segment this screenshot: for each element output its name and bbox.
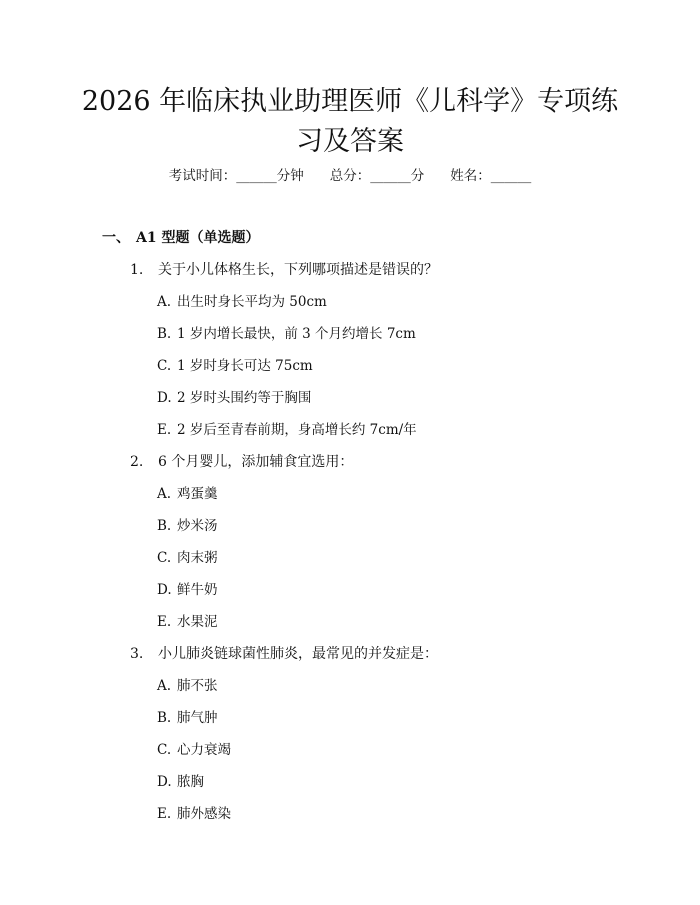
section-heading — [102, 228, 259, 248]
option-text: 1 岁时身长可达 75cm — [177, 358, 313, 374]
question-text: 6 个月婴儿，添加辅食宜选用： — [158, 454, 354, 470]
question-number: 1. — [130, 262, 144, 278]
option-3a — [157, 676, 218, 696]
option-1c — [157, 356, 313, 376]
question-2 — [130, 452, 353, 472]
question-text: 小儿肺炎链球菌性肺炎，最常见的并发症是： — [158, 646, 438, 662]
option-label: D. — [157, 390, 172, 406]
option-text: 出生时身长平均为 50cm — [177, 294, 327, 310]
option-text: 2 岁时头围约等于胸围 — [177, 390, 312, 406]
option-label: B. — [157, 518, 172, 534]
option-label: D. — [157, 582, 172, 598]
option-text: 肺不张 — [177, 678, 218, 694]
score-unit: 分 — [410, 168, 425, 184]
option-3e — [157, 804, 231, 824]
name-blank: ______ — [490, 168, 532, 184]
option-3d — [157, 772, 204, 792]
option-text: 肉末粥 — [177, 550, 218, 566]
option-2a — [157, 484, 218, 504]
name-label: 姓名： — [450, 168, 491, 184]
question-number: 2. — [130, 454, 144, 470]
option-text: 1 岁内增长最快，前 3 个月约增长 7cm — [177, 326, 416, 342]
option-text: 炒米汤 — [177, 518, 218, 534]
option-2e — [157, 612, 218, 632]
option-text: 脓胸 — [177, 774, 204, 790]
option-label: A. — [157, 678, 172, 694]
exam-meta — [0, 166, 700, 186]
score-label: 总分： — [329, 168, 371, 184]
option-3b — [157, 708, 218, 728]
time-blank: ______ — [236, 168, 277, 184]
question-1 — [130, 260, 438, 280]
option-label: C. — [157, 550, 172, 566]
option-1e — [157, 420, 417, 440]
title-line-2: 习及答案 — [296, 126, 404, 157]
question-number: 3. — [130, 646, 144, 662]
option-text: 肺气肿 — [177, 710, 218, 726]
option-label: A. — [157, 486, 172, 502]
question-3 — [130, 644, 438, 664]
option-text: 鸡蛋羹 — [177, 486, 218, 502]
option-label: C. — [157, 742, 172, 758]
section-number: 一、 — [102, 230, 130, 246]
option-text: 2 岁后至青春前期，身高增长约 7cm/年 — [177, 422, 417, 438]
option-3c — [157, 740, 231, 760]
option-label: E. — [157, 422, 172, 438]
option-2d — [157, 580, 218, 600]
option-label: D. — [157, 774, 172, 790]
time-label: 考试时间： — [168, 168, 237, 184]
option-1b — [157, 324, 416, 344]
option-text: 肺外感染 — [177, 806, 231, 822]
option-2b — [157, 516, 218, 536]
title-line-1: 2026 年临床执业助理医师《儿科学》专项练 — [81, 86, 619, 117]
option-label: E. — [157, 614, 172, 630]
page-title — [80, 82, 620, 162]
question-text: 关于小儿体格生长，下列哪项描述是错误的？ — [158, 262, 438, 278]
option-label: E. — [157, 806, 172, 822]
option-text: 心力衰竭 — [177, 742, 231, 758]
option-text: 水果泥 — [177, 614, 218, 630]
option-label: A. — [157, 294, 172, 310]
option-label: C. — [157, 358, 172, 374]
option-label: B. — [157, 710, 172, 726]
time-unit: 分钟 — [276, 168, 304, 184]
section-title: A1 型题（单选题） — [136, 230, 260, 246]
option-label: B. — [157, 326, 172, 342]
option-1a — [157, 292, 327, 312]
option-text: 鲜牛奶 — [177, 582, 218, 598]
option-1d — [157, 388, 311, 408]
option-2c — [157, 548, 218, 568]
score-blank: ______ — [370, 168, 411, 184]
